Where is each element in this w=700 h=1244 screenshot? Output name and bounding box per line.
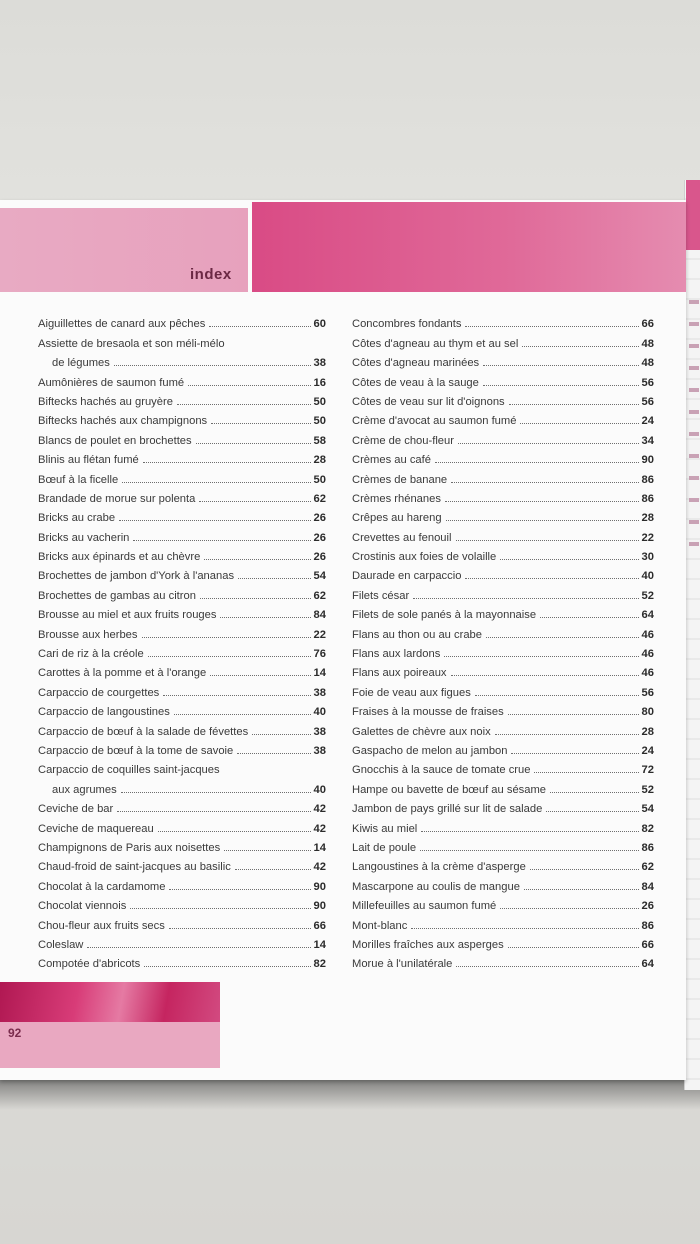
entry-label: Flans aux poireaux xyxy=(352,667,447,680)
entry-label: Carpaccio de coquilles saint-jacques xyxy=(38,764,220,777)
dot-leader xyxy=(200,597,311,599)
entry-label: Morilles fraîches aux asperges xyxy=(352,938,504,951)
dot-leader xyxy=(142,636,311,638)
entry-label: Brochettes de jambon d'York à l'ananas xyxy=(38,570,235,583)
dot-leader xyxy=(509,403,639,405)
dot-leader xyxy=(456,965,638,967)
entry-page-number: 24 xyxy=(641,415,654,428)
entry-page-number: 66 xyxy=(641,318,654,331)
entry-page-number: 62 xyxy=(313,589,326,602)
entry-page-number: 86 xyxy=(641,919,654,932)
edge-tick xyxy=(689,322,699,326)
dot-leader xyxy=(524,888,639,890)
entry-label: Lait de poule xyxy=(352,841,417,854)
dot-leader xyxy=(121,791,311,793)
index-entry xyxy=(352,699,654,718)
index-entry xyxy=(38,330,326,349)
edge-tick xyxy=(689,498,699,502)
entry-label: Carpaccio de langoustines xyxy=(38,706,170,719)
entry-page-number: 82 xyxy=(641,822,654,835)
footer-photo-strip xyxy=(0,982,220,1022)
entry-label: Crêpes au hareng xyxy=(352,512,442,525)
entry-page-number: 24 xyxy=(641,744,654,757)
index-entry xyxy=(38,912,326,931)
dot-leader xyxy=(211,422,310,424)
entry-page-number: 38 xyxy=(313,686,326,699)
entry-label: Crème de chou-fleur xyxy=(352,434,454,447)
entry-page-number: 14 xyxy=(313,667,326,680)
entry-page-number: 82 xyxy=(313,958,326,971)
index-entry xyxy=(38,621,326,640)
index-column-left xyxy=(38,311,326,970)
index-entry xyxy=(352,873,654,892)
entry-page-number: 84 xyxy=(641,880,654,893)
book-shadow xyxy=(0,1080,700,1110)
index-entry xyxy=(38,486,326,505)
entry-label: Filets de sole panés à la mayonnaise xyxy=(352,609,537,622)
index-entry xyxy=(352,447,654,466)
index-entry xyxy=(352,350,654,369)
page-title: index xyxy=(190,266,232,283)
entry-label: Carottes à la pomme et à l'orange xyxy=(38,667,207,680)
entry-page-number: 50 xyxy=(313,415,326,428)
entry-label: Côtes d'agneau au thym et au sel xyxy=(352,337,519,350)
edge-tick xyxy=(689,520,699,524)
entry-label: Chocolat viennois xyxy=(38,900,127,913)
entry-label: Aumônières de saumon fumé xyxy=(38,376,185,389)
entry-label: Crèmes au café xyxy=(352,454,431,467)
next-page-color-strip xyxy=(686,180,700,250)
index-entry xyxy=(38,854,326,873)
edge-tick xyxy=(689,432,699,436)
entry-page-number: 66 xyxy=(313,919,326,932)
entry-page-number: 58 xyxy=(313,434,326,447)
dot-leader xyxy=(451,674,639,676)
entry-label: Biftecks hachés au gruyère xyxy=(38,395,173,408)
entry-label: Brousse aux herbes xyxy=(38,628,138,641)
edge-tick xyxy=(689,476,699,480)
entry-label: Ceviche de bar xyxy=(38,803,114,816)
index-entry xyxy=(38,893,326,912)
entry-page-number: 40 xyxy=(313,783,326,796)
entry-label: de légumes xyxy=(52,357,110,370)
entry-page-number: 14 xyxy=(313,938,326,951)
entry-page-number: 56 xyxy=(641,395,654,408)
entry-page-number: 90 xyxy=(313,900,326,913)
entry-label: Blancs de poulet en brochettes xyxy=(38,434,192,447)
dot-leader xyxy=(130,907,310,909)
next-page-edge xyxy=(684,180,700,1090)
entry-page-number: 42 xyxy=(313,861,326,874)
dot-leader xyxy=(411,927,638,929)
index-entry xyxy=(352,369,654,388)
index-entry xyxy=(38,796,326,815)
entry-page-number: 56 xyxy=(641,376,654,389)
entry-label: Carpaccio de bœuf à la tome de savoie xyxy=(38,744,234,757)
dot-leader xyxy=(209,325,310,327)
index-entry xyxy=(38,641,326,660)
index-entry xyxy=(38,660,326,679)
dot-leader xyxy=(210,674,310,676)
dot-leader xyxy=(169,927,311,929)
entry-page-number: 46 xyxy=(641,628,654,641)
dot-leader xyxy=(220,616,310,618)
index-entry xyxy=(352,330,654,349)
dot-leader xyxy=(444,655,638,657)
entry-label: Coleslaw xyxy=(38,938,84,951)
entry-page-number: 86 xyxy=(641,473,654,486)
entry-label: Langoustines à la crème d'asperge xyxy=(352,861,526,874)
dot-leader xyxy=(550,791,639,793)
entry-label: Brochettes de gambas au citron xyxy=(38,589,196,602)
entry-label: Champignons de Paris aux noisettes xyxy=(38,841,221,854)
entry-label: Aiguillettes de canard aux pêches xyxy=(38,318,206,331)
page-number: 92 xyxy=(8,1026,22,1040)
index-entry xyxy=(38,757,326,776)
entry-label: Chaud-froid de saint-jacques au basilic xyxy=(38,861,231,874)
entry-page-number: 28 xyxy=(641,725,654,738)
index-entry xyxy=(352,408,654,427)
index-entry xyxy=(352,582,654,601)
entry-page-number: 64 xyxy=(641,958,654,971)
entry-page-number: 90 xyxy=(641,454,654,467)
edge-tick xyxy=(689,366,699,370)
entry-page-number: 40 xyxy=(313,706,326,719)
dot-leader xyxy=(158,830,311,832)
entry-label: Ceviche de maquereau xyxy=(38,822,154,835)
index-entry xyxy=(352,893,654,912)
entry-page-number: 90 xyxy=(313,880,326,893)
dot-leader xyxy=(456,539,639,541)
index-entry xyxy=(38,718,326,737)
entry-label: Crèmes de banane xyxy=(352,473,448,486)
index-entry xyxy=(352,835,654,854)
index-entry xyxy=(352,524,654,543)
entry-label: Bœuf à la ficelle xyxy=(38,473,119,486)
entry-page-number: 38 xyxy=(313,725,326,738)
entry-label: Côtes d'agneau marinées xyxy=(352,357,480,370)
index-entry xyxy=(38,602,326,621)
index-entry xyxy=(352,718,654,737)
footer-band xyxy=(0,1022,220,1068)
edge-tick xyxy=(689,300,699,304)
entry-page-number: 34 xyxy=(641,434,654,447)
index-entry xyxy=(38,466,326,485)
index-entry xyxy=(38,815,326,834)
entry-label: Fraises à la mousse de fraises xyxy=(352,706,504,719)
entry-page-number: 50 xyxy=(313,473,326,486)
entry-label: aux agrumes xyxy=(52,783,117,796)
entry-page-number: 14 xyxy=(313,841,326,854)
entry-page-number: 38 xyxy=(313,357,326,370)
index-entry xyxy=(38,447,326,466)
index-entry xyxy=(352,621,654,640)
dot-leader xyxy=(495,733,639,735)
entry-label: Mascarpone au coulis de mangue xyxy=(352,880,520,893)
entry-page-number: 22 xyxy=(313,628,326,641)
index-entry xyxy=(352,311,654,330)
index-entry xyxy=(38,389,326,408)
entry-label: Cari de riz à la créole xyxy=(38,648,144,661)
entry-label: Flans au thon ou au crabe xyxy=(352,628,482,641)
entry-label: Compotée d'abricots xyxy=(38,958,141,971)
dot-leader xyxy=(119,519,310,521)
dot-leader xyxy=(169,888,310,890)
entry-label: Galettes de chèvre aux noix xyxy=(352,725,491,738)
index-entry xyxy=(38,932,326,951)
dot-leader xyxy=(413,597,638,599)
index-entry xyxy=(352,757,654,776)
entry-page-number: 26 xyxy=(313,512,326,525)
index-entry xyxy=(38,427,326,446)
dot-leader xyxy=(87,946,310,948)
index-entry xyxy=(352,427,654,446)
entry-label: Mont-blanc xyxy=(352,919,408,932)
entry-label: Gaspacho de melon au jambon xyxy=(352,744,508,757)
entry-page-number: 52 xyxy=(641,589,654,602)
edge-tick xyxy=(689,388,699,392)
dot-leader xyxy=(143,461,311,463)
entry-page-number: 86 xyxy=(641,492,654,505)
entry-label: Assiette de bresaola et son méli-mélo xyxy=(38,337,225,350)
entry-page-number: 62 xyxy=(641,861,654,874)
index-entry xyxy=(352,563,654,582)
entry-label: Crostinis aux foies de volaille xyxy=(352,551,497,564)
entry-page-number: 42 xyxy=(313,803,326,816)
index-entry xyxy=(352,466,654,485)
entry-page-number: 38 xyxy=(313,744,326,757)
entry-label: Chocolat à la cardamome xyxy=(38,880,166,893)
dot-leader xyxy=(511,752,638,754)
edge-tick xyxy=(689,344,699,348)
dot-leader xyxy=(500,907,638,909)
index-entry xyxy=(38,311,326,330)
dot-leader xyxy=(420,849,638,851)
dot-leader xyxy=(188,384,310,386)
index-entry xyxy=(352,641,654,660)
entry-page-number: 64 xyxy=(641,609,654,622)
dot-leader xyxy=(475,694,639,696)
entry-page-number: 76 xyxy=(313,648,326,661)
entry-label: Carpaccio de bœuf à la salade de févettes xyxy=(38,725,249,738)
dot-leader xyxy=(144,965,310,967)
index-entry xyxy=(352,679,654,698)
entry-page-number: 54 xyxy=(313,570,326,583)
index-entry xyxy=(38,951,326,970)
entry-page-number: 86 xyxy=(641,841,654,854)
index-entry xyxy=(352,486,654,505)
entry-label: Carpaccio de courgettes xyxy=(38,686,160,699)
index-entry xyxy=(38,738,326,757)
entry-label: Daurade en carpaccio xyxy=(352,570,462,583)
entry-page-number: 60 xyxy=(313,318,326,331)
entry-page-number: 42 xyxy=(313,822,326,835)
dot-leader xyxy=(486,636,639,638)
entry-label: Concombres fondants xyxy=(352,318,462,331)
dot-leader xyxy=(500,558,638,560)
entry-page-number: 26 xyxy=(641,900,654,913)
entry-page-number: 46 xyxy=(641,667,654,680)
dot-leader xyxy=(458,442,639,444)
dot-leader xyxy=(465,577,638,579)
dot-leader xyxy=(196,442,311,444)
dot-leader xyxy=(446,519,639,521)
entry-page-number: 84 xyxy=(313,609,326,622)
entry-page-number: 52 xyxy=(641,783,654,796)
entry-label: Morue à l'unilatérale xyxy=(352,958,453,971)
entry-label: Foie de veau aux figues xyxy=(352,686,471,699)
entry-label: Brousse au miel et aux fruits rouges xyxy=(38,609,217,622)
dot-leader xyxy=(435,461,639,463)
index-entry xyxy=(38,563,326,582)
dot-leader xyxy=(508,713,639,715)
entry-page-number: 50 xyxy=(313,395,326,408)
entry-page-number: 28 xyxy=(313,454,326,467)
dot-leader xyxy=(483,364,638,366)
entry-page-number: 26 xyxy=(313,531,326,544)
edge-tick xyxy=(689,410,699,414)
entry-label: Crèmes rhénanes xyxy=(352,492,441,505)
entry-page-number: 54 xyxy=(641,803,654,816)
index-entry xyxy=(352,796,654,815)
index-entry xyxy=(38,505,326,524)
dot-leader xyxy=(483,384,639,386)
index-entry xyxy=(352,505,654,524)
entry-page-number: 66 xyxy=(641,938,654,951)
index-entry xyxy=(38,679,326,698)
index-entry xyxy=(352,912,654,931)
index-entry xyxy=(352,815,654,834)
dot-leader xyxy=(508,946,639,948)
dot-leader xyxy=(451,481,638,483)
index-entry xyxy=(38,699,326,718)
entry-page-number: 30 xyxy=(641,551,654,564)
index-entry xyxy=(38,873,326,892)
index-entry xyxy=(352,660,654,679)
index-entry xyxy=(38,776,326,795)
dot-leader xyxy=(252,733,310,735)
entry-page-number: 16 xyxy=(313,376,326,389)
entry-page-number: 40 xyxy=(641,570,654,583)
entry-label: Biftecks hachés aux champignons xyxy=(38,415,208,428)
entry-page-number: 22 xyxy=(641,531,654,544)
entry-label: Chou-fleur aux fruits secs xyxy=(38,919,165,932)
entry-label: Hampe ou bavette de bœuf au sésame xyxy=(352,783,547,796)
entry-label: Gnocchis à la sauce de tomate crue xyxy=(352,764,531,777)
entry-label: Filets césar xyxy=(352,589,410,602)
dot-leader xyxy=(133,539,310,541)
entry-label: Blinis au flétan fumé xyxy=(38,454,139,467)
entry-page-number: 28 xyxy=(641,512,654,525)
dot-leader xyxy=(117,810,310,812)
entry-page-number: 62 xyxy=(313,492,326,505)
index-entry xyxy=(38,408,326,427)
index-entry xyxy=(38,835,326,854)
dot-leader xyxy=(174,713,311,715)
entry-page-number: 72 xyxy=(641,764,654,777)
dot-leader xyxy=(148,655,311,657)
index-entry xyxy=(352,854,654,873)
index-entry xyxy=(38,350,326,369)
index-entry xyxy=(38,544,326,563)
entry-label: Crème d'avocat au saumon fumé xyxy=(352,415,517,428)
index-entry xyxy=(352,738,654,757)
dot-leader xyxy=(235,868,311,870)
dot-leader xyxy=(122,481,310,483)
index-entry xyxy=(38,369,326,388)
dot-leader xyxy=(421,830,638,832)
dot-leader xyxy=(534,771,638,773)
entry-page-number: 48 xyxy=(641,337,654,350)
entry-label: Flans aux lardons xyxy=(352,648,441,661)
dot-leader xyxy=(546,810,638,812)
dot-leader xyxy=(177,403,311,405)
entry-page-number: 48 xyxy=(641,357,654,370)
entry-label: Brandade de morue sur polenta xyxy=(38,492,196,505)
index-entry xyxy=(352,544,654,563)
entry-label: Bricks aux épinards et au chèvre xyxy=(38,551,201,564)
entry-label: Côtes de veau sur lit d'oignons xyxy=(352,395,505,408)
index-entry xyxy=(352,951,654,970)
dot-leader xyxy=(237,752,310,754)
dot-leader xyxy=(163,694,310,696)
entry-page-number: 46 xyxy=(641,648,654,661)
entry-label: Jambon de pays grillé sur lit de salade xyxy=(352,803,543,816)
entry-label: Millefeuilles au saumon fumé xyxy=(352,900,497,913)
index-entry xyxy=(38,524,326,543)
entry-label: Kiwis au miel xyxy=(352,822,418,835)
entry-label: Bricks au crabe xyxy=(38,512,116,525)
index-entry xyxy=(352,776,654,795)
dot-leader xyxy=(522,345,638,347)
dot-leader xyxy=(520,422,638,424)
entry-label: Bricks au vacherin xyxy=(38,531,130,544)
entry-page-number: 26 xyxy=(313,551,326,564)
index-column-right xyxy=(352,311,654,970)
header-band-dark xyxy=(252,202,686,292)
entry-page-number: 80 xyxy=(641,706,654,719)
index-entry xyxy=(352,932,654,951)
dot-leader xyxy=(238,577,311,579)
edge-tick xyxy=(689,542,699,546)
entry-label: Crevettes au fenouil xyxy=(352,531,452,544)
index-entry xyxy=(38,582,326,601)
dot-leader xyxy=(445,500,639,502)
dot-leader xyxy=(204,558,310,560)
dot-leader xyxy=(530,868,639,870)
edge-tick xyxy=(689,454,699,458)
index-entry xyxy=(352,602,654,621)
entry-page-number: 56 xyxy=(641,686,654,699)
dot-leader xyxy=(465,325,638,327)
dot-leader xyxy=(114,364,311,366)
entry-label: Côtes de veau à la sauge xyxy=(352,376,479,389)
dot-leader xyxy=(199,500,310,502)
dot-leader xyxy=(540,616,638,618)
dot-leader xyxy=(224,849,310,851)
index-entry xyxy=(352,389,654,408)
